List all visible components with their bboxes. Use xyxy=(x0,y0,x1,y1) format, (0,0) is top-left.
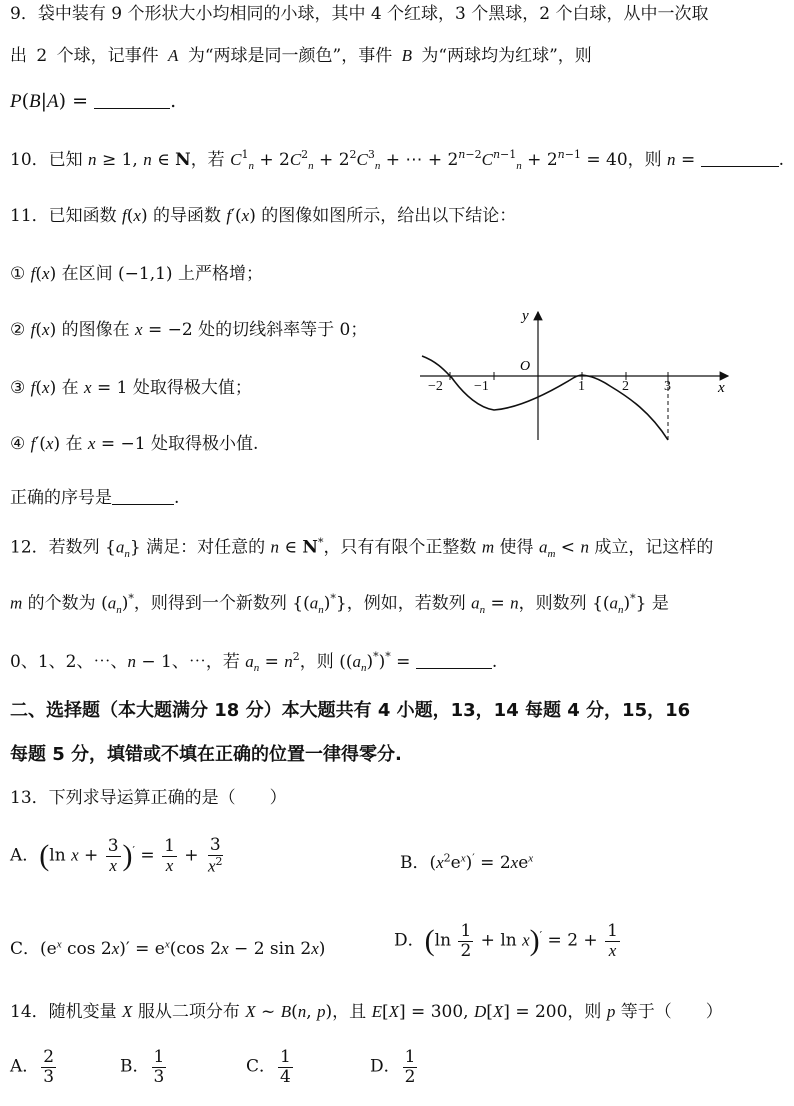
derivative-curve xyxy=(422,356,668,440)
q13-stem: 13．下列求导运算正确的是（ ） xyxy=(10,788,287,808)
q12-line1: 12．若数列 $\{a_n\}$ 满足：对任意的 n ∈ N*，只有有限个正整数 m 使得 $a_m < n$ 成立，记这样的 xyxy=(10,536,714,561)
q11-c4: ④ f′(x) 在 x = −1 处取得极小值. xyxy=(10,434,259,454)
tick-label-neg2: −2 xyxy=(428,379,443,394)
q14-option-b: B． $\frac{1}{3}$ xyxy=(120,1047,165,1087)
origin-label: O xyxy=(520,359,531,374)
section2-line1: 二、选择题（本大题满分 18 分）本大题共有 4 小题，13，14 每题 4 分，15，16 xyxy=(10,700,691,721)
q14-stem: 14．随机变量 X 服从二项分布 X ~ B(n, p)，且 E[X] = 300, D[X] = 200，则 p 等于（ ） xyxy=(10,1002,723,1022)
q12-line3: 0、1、2、⋯、n − 1、⋯，若 $a_n = n^2$，则 $((a_n)^*)^*$ = . xyxy=(10,650,498,675)
tick-label-2: 2 xyxy=(622,379,629,394)
q11-c2: ② f(x) 的图像在 x = −2 处的切线斜率等于 0； xyxy=(10,320,368,340)
q9-line2: 出 2 个球，记事件 A 为“两球是同一颜色”，事件 B 为“两球均为红球”，则 xyxy=(10,46,592,66)
q9-line1: 9．袋中装有 9 个形状大小均相同的小球，其中 4 个红球，3 个黑球，2 个白球，从中一次取 xyxy=(10,4,709,24)
q14-option-d: D． $\frac{1}{2}$ xyxy=(370,1047,416,1087)
q10-text: 10．已知 n ≥ 1, n ∈ N，若 $C^1_n + 2C^2_n + 2^2C^3_n$ + ⋯ + $2^{n-2}C^{n-1}_n + 2^{n-1} = 40$，则 n = . xyxy=(10,148,785,173)
q11-answer: 正确的序号是 . xyxy=(10,487,180,508)
q13-option-a: A．(ln x + $\frac{3}{x}$ )′ = $\frac{1}{x}$ + $\frac{3}{x^2}$ xyxy=(10,835,223,876)
q13-option-d: D．(ln $\frac{1}{2}$ + ln x)′ = 2 + $\frac{1}{x}$ xyxy=(394,921,618,961)
y-axis-label: y xyxy=(522,308,529,324)
tick-label-neg1: −1 xyxy=(474,379,489,394)
q11-c1: ① f(x) 在区间 (−1,1) 上严格增； xyxy=(10,264,263,284)
derivative-graph xyxy=(410,300,740,450)
q14-option-a: A． $\frac{2}{3}$ xyxy=(10,1047,55,1087)
q13-option-b: B．$(x^2e^x)' = 2xe^x$ xyxy=(400,851,534,873)
q11-stem: 11．已知函数 f(x) 的导函数 f′(x) 的图像如图所示，给出以下结论： xyxy=(10,206,517,226)
q13-option-c: C．($e^x$ $\cos 2x)' = e^x(\cos$ 2x − 2 sin 2x) xyxy=(10,938,326,959)
x-axis-label: x xyxy=(718,380,725,396)
q11-c3: ③ f(x) 在 x = 1 处取得极大值； xyxy=(10,378,252,398)
section2-line2: 每题 5 分，填错或不填在正确的位置一律得零分. xyxy=(10,744,402,765)
tick-label-3: 3 xyxy=(664,379,671,394)
tick-label-1: 1 xyxy=(578,379,585,394)
q14-option-c: C． $\frac{1}{4}$ xyxy=(246,1047,291,1087)
q12-line2: m 的个数为 $(a_n)^*$，则得到一个新数列 $\{(a_n)^*\}$，例如，若数列 $a_n = n$，则数列 $\{(a_n)^*\}$ 是 xyxy=(10,592,669,617)
q9-line3: P(B|A) = . xyxy=(10,89,177,112)
